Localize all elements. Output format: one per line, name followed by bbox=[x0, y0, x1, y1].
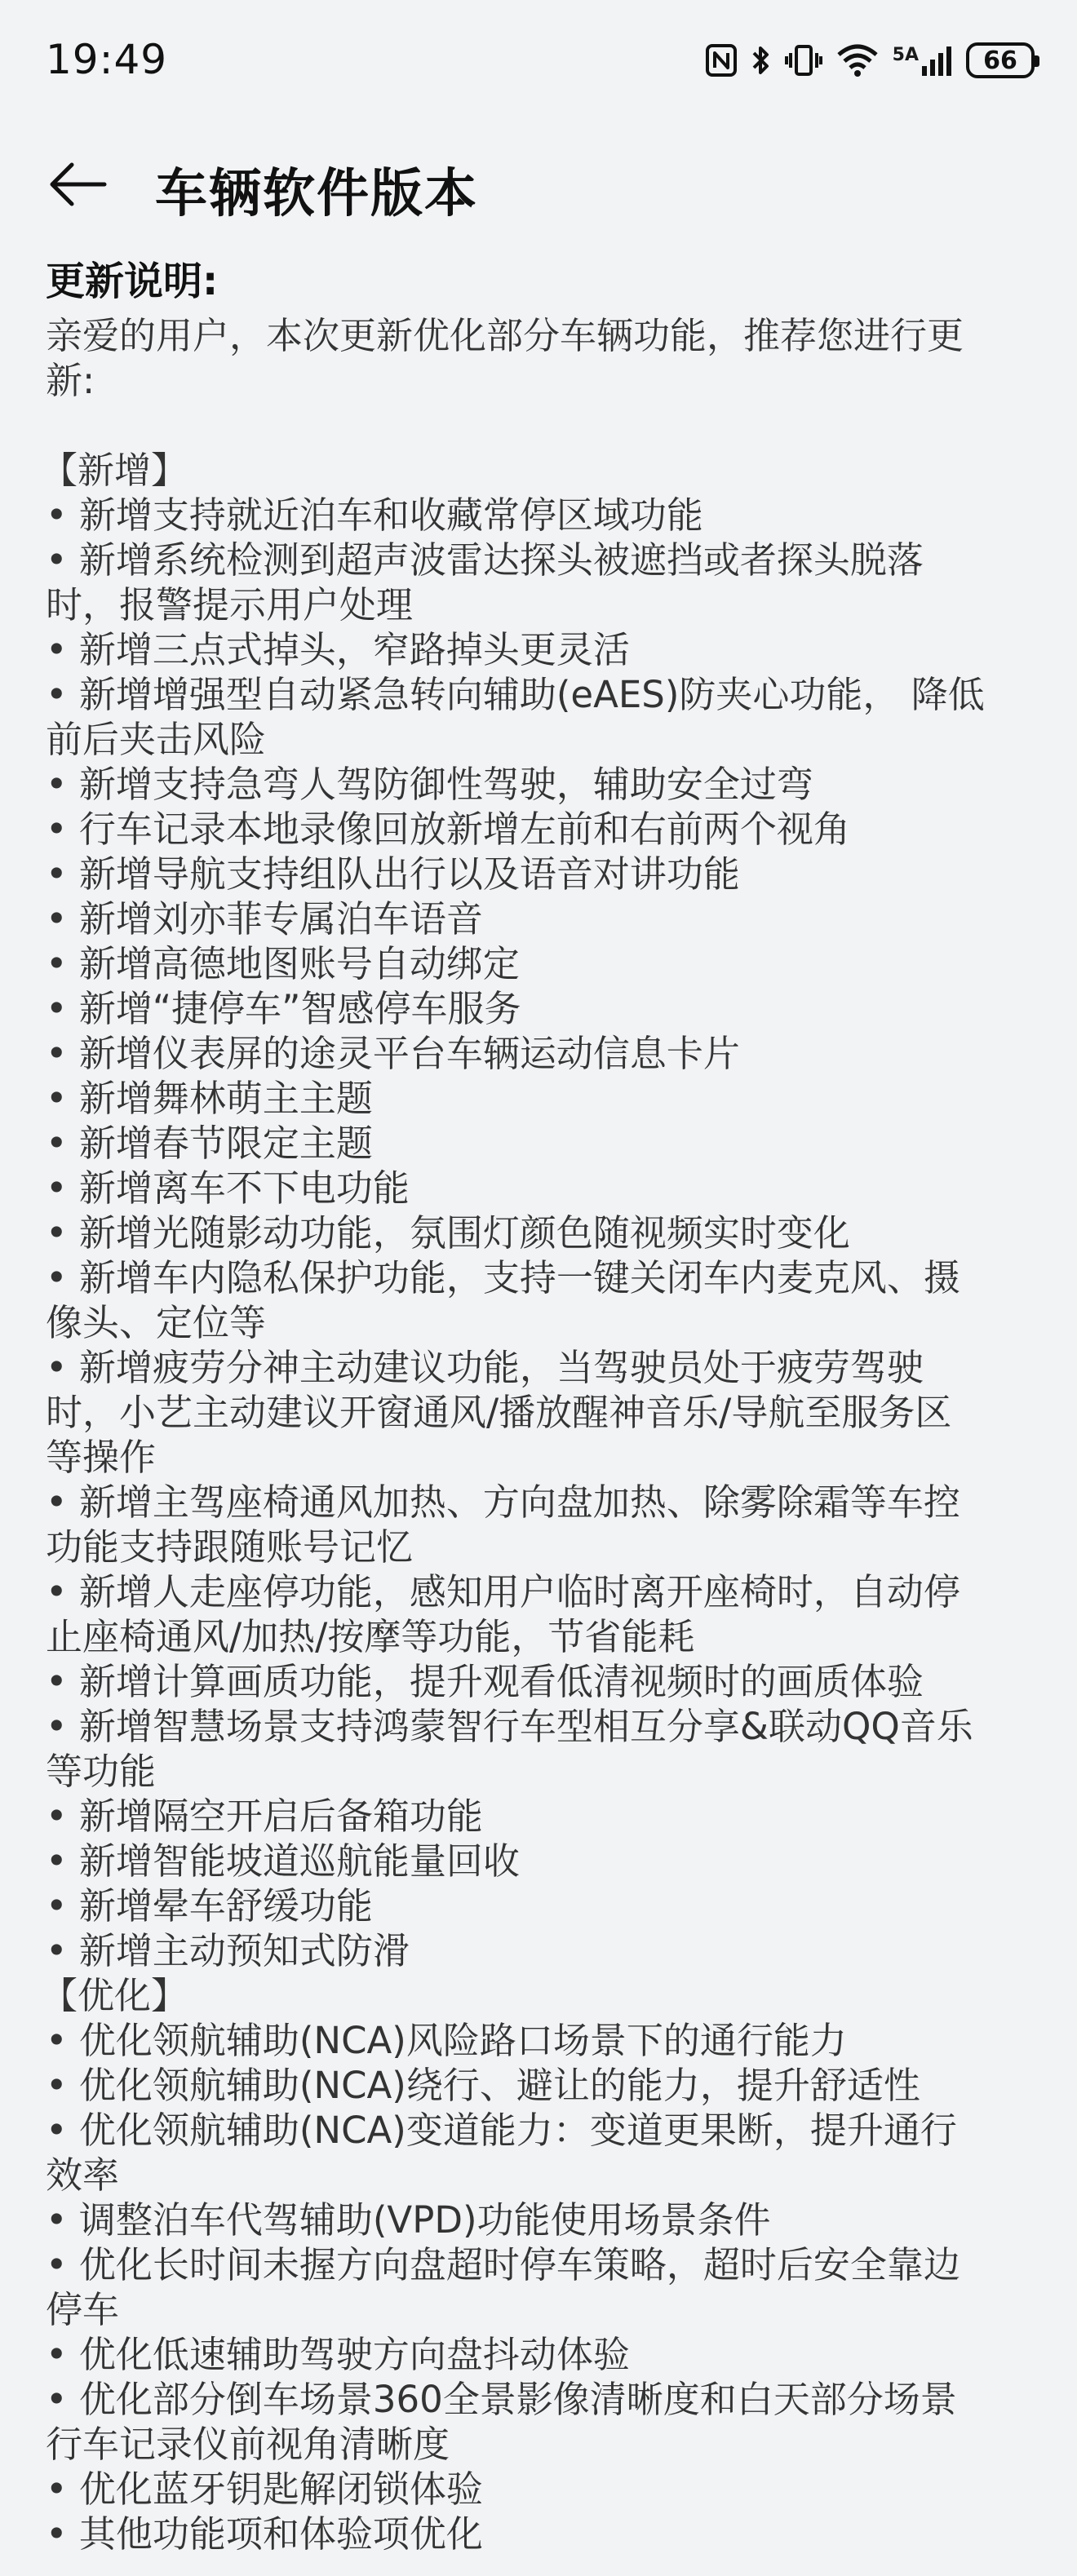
note-line: • 优化领航辅助(NCA)风险路口场景下的通行能力 bbox=[46, 2019, 847, 2062]
optimizations-list bbox=[46, 2018, 1025, 2556]
category-new-label: 【新增】 bbox=[41, 449, 188, 492]
app-header bbox=[0, 139, 1077, 228]
note-line: 效率 bbox=[46, 2153, 120, 2197]
note-line: 功能支持跟随账号记忆 bbox=[46, 1525, 414, 1569]
note-line: 止座椅通风/加热/按摩等功能，节省能耗 bbox=[46, 1615, 695, 1658]
note-line: 时，小艺主动建议开窗通风/播放醒神音乐/导航至服务区 bbox=[46, 1391, 952, 1434]
note-line: • 新增晕车舒缓功能 bbox=[46, 1884, 373, 1928]
bluetooth-icon bbox=[751, 43, 772, 77]
note-line: • 新增智能坡道巡航能量回收 bbox=[46, 1839, 520, 1883]
note-line: • 优化领航辅助(NCA)绕行、避让的能力，提升舒适性 bbox=[46, 2064, 920, 2107]
nfc-icon bbox=[705, 43, 738, 77]
notes-heading: 更新说明: bbox=[46, 259, 219, 304]
note-line: • 优化长时间未握方向盘超时停车策略，超时后安全靠边 bbox=[46, 2243, 960, 2286]
note-line: • 新增春节限定主题 bbox=[46, 1122, 373, 1165]
battery-icon bbox=[966, 42, 1035, 78]
cellular-signal-icon bbox=[920, 43, 953, 77]
network-label: 5A bbox=[892, 45, 919, 65]
note-line: • 调整泊车代驾辅助(VPD)功能使用场景条件 bbox=[46, 2198, 771, 2242]
status-bar bbox=[0, 0, 1077, 122]
back-button[interactable] bbox=[42, 153, 111, 215]
note-line: • 新增三点式掉头，窄路掉头更灵活 bbox=[46, 628, 630, 671]
note-line: • 新增主驾座椅通风加热、方向盘加热、除雾除霜等车控 bbox=[46, 1481, 960, 1524]
notes-body bbox=[41, 313, 1025, 2556]
note-line: • 优化低速辅助驾驶方向盘抖动体验 bbox=[46, 2333, 630, 2376]
note-line: • 新增车内隐私保护功能，支持一键关闭车内麦克风、摄 bbox=[46, 1256, 960, 1299]
note-line: • 新增隔空开启后备箱功能 bbox=[46, 1795, 483, 1838]
note-line: • 新增计算画质功能，提升观看低清视频时的画质体验 bbox=[46, 1660, 924, 1703]
note-line: • 新增导航支持组队出行以及语音对讲功能 bbox=[46, 852, 740, 896]
note-line: 等操作 bbox=[46, 1436, 157, 1479]
note-line: • 新增智慧场景支持鸿蒙智行车型相互分享&联动QQ音乐 bbox=[46, 1705, 973, 1748]
note-line: • 新增“捷停车”智感停车服务 bbox=[46, 987, 521, 1030]
note-line: • 新增系统检测到超声波雷达探头被遮挡或者探头脱落 bbox=[46, 538, 924, 582]
note-line: • 新增离车不下电功能 bbox=[46, 1166, 410, 1210]
note-line: • 新增仪表屏的途灵平台车辆运动信息卡片 bbox=[46, 1032, 740, 1075]
category-optimized-label: 【优化】 bbox=[41, 1974, 188, 2017]
wifi-icon bbox=[835, 43, 880, 77]
note-line: 时，报警提示用户处理 bbox=[46, 583, 414, 626]
battery-level: 66 bbox=[983, 46, 1017, 75]
note-line: • 优化蓝牙钥匙解闭锁体验 bbox=[46, 2468, 483, 2511]
intro-line: 亲爱的用户，本次更新优化部分车辆功能，推荐您进行更 bbox=[46, 314, 964, 357]
note-line: • 优化领航辅助(NCA)变道能力：变道更果断，提升通行 bbox=[46, 2109, 957, 2152]
note-line: • 新增高德地图账号自动绑定 bbox=[46, 942, 520, 985]
intro-line: 新: bbox=[46, 359, 95, 402]
note-line: • 新增刘亦菲专属泊车语音 bbox=[46, 897, 483, 941]
note-line: 像头、定位等 bbox=[46, 1301, 267, 1344]
note-line: • 新增支持就近泊车和收藏常停区域功能 bbox=[46, 494, 703, 537]
note-line: 前后夹击风险 bbox=[46, 718, 267, 761]
note-line: • 新增支持急弯人驾防御性驾驶，辅助安全过弯 bbox=[46, 763, 813, 806]
note-line: • 新增光随影动功能，氛围灯颜色随视频实时变化 bbox=[46, 1211, 850, 1255]
vibrate-icon bbox=[785, 43, 822, 77]
note-line: • 其他功能项和体验项优化 bbox=[46, 2512, 483, 2556]
new-features-list bbox=[46, 493, 1025, 1973]
note-line: 行车记录仪前视角清晰度 bbox=[46, 2423, 450, 2466]
note-line: • 新增舞林萌主主题 bbox=[46, 1077, 373, 1120]
cellular-group bbox=[893, 43, 953, 77]
note-line: 等功能 bbox=[46, 1750, 157, 1793]
status-time: 19:49 bbox=[46, 36, 168, 83]
arrow-left-icon bbox=[46, 160, 108, 209]
note-line: • 新增增强型自动紧急转向辅助(eAES)防夹心功能， 降低 bbox=[46, 673, 985, 716]
page-title: 车辆软件版本 bbox=[155, 164, 478, 224]
note-line: • 新增人走座停功能，感知用户临时离开座椅时，自动停 bbox=[46, 1570, 960, 1613]
note-line: • 优化部分倒车场景360全景影像清晰度和白天部分场景 bbox=[46, 2378, 957, 2421]
blank-line bbox=[46, 403, 1025, 448]
release-notes bbox=[41, 256, 1025, 2556]
note-line: • 新增疲劳分神主动建议功能，当驾驶员处于疲劳驾驶 bbox=[46, 1346, 924, 1389]
note-line: 停车 bbox=[46, 2288, 120, 2331]
note-line: • 新增主动预知式防滑 bbox=[46, 1929, 410, 1972]
note-line: • 行车记录本地录像回放新增左前和右前两个视角 bbox=[46, 808, 850, 851]
status-icons bbox=[705, 42, 1035, 78]
